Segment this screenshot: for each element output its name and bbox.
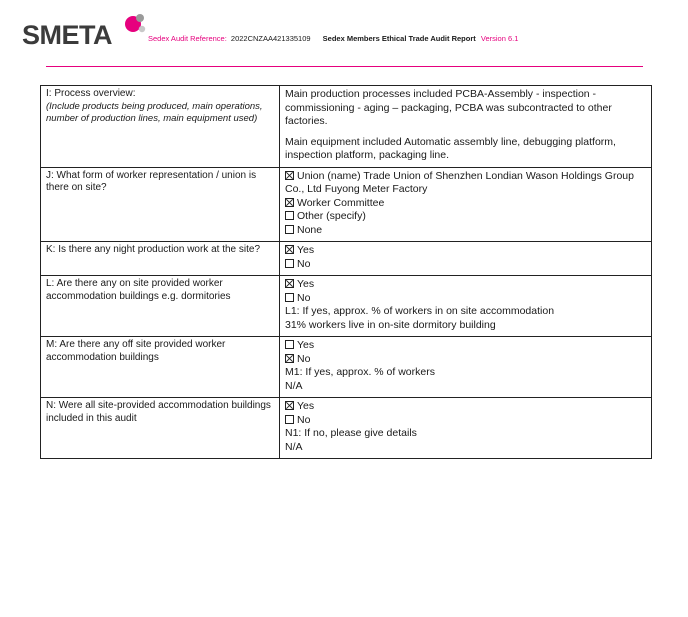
question-text: M: Are there any off site provided worker accommodation buildings	[46, 339, 226, 363]
question-cell	[41, 398, 280, 459]
option-yes	[285, 339, 646, 353]
logo-dots-icon	[116, 12, 146, 42]
option-label: Worker Committee	[297, 196, 385, 209]
question-cell	[41, 86, 280, 168]
option-label: No	[297, 413, 311, 426]
answer-cell	[280, 276, 652, 337]
checkbox-icon[interactable]	[285, 415, 294, 424]
option-label: Yes	[297, 278, 315, 290]
table-row	[41, 337, 652, 398]
question-note: (Include products being produced, main operations, number of production lines, main equipment used)	[46, 100, 263, 124]
question-text: L: Are there any on site provided worker accommodation buildings e.g. dormitories	[46, 278, 231, 302]
table-row	[41, 86, 652, 168]
answer-paragraph: Main equipment included Automatic assembly line, debugging platform, inspection platform, packaging line.	[285, 135, 616, 161]
option-worker-committee	[285, 197, 646, 211]
logo-text: SMETA	[22, 20, 112, 50]
checked-box-icon[interactable]	[285, 198, 294, 207]
sub-question-label: N1: If no, please give details	[285, 427, 417, 439]
question-cell	[41, 276, 280, 337]
checkbox-icon[interactable]	[285, 340, 294, 349]
option-label: Union (name) Trade Union of Shenzhen Londian Wason Holdings Group Co., Ltd Fuyong Meter Factory	[285, 169, 634, 195]
table-row	[41, 276, 652, 337]
sub-question-value: 31% workers live in on-site dormitory building	[285, 318, 496, 331]
option-no	[285, 414, 646, 428]
report-header	[22, 6, 642, 58]
checked-box-icon[interactable]	[285, 279, 294, 288]
option-yes	[285, 278, 646, 292]
question-cell	[41, 167, 280, 242]
table-row	[41, 242, 652, 276]
checkbox-icon[interactable]	[285, 225, 294, 234]
checked-box-icon[interactable]	[285, 171, 294, 180]
audit-ref-label: Sedex Audit Reference:	[148, 34, 227, 43]
answer-cell	[280, 167, 652, 242]
answer-cell	[280, 86, 652, 168]
option-no	[285, 292, 646, 306]
table-row	[41, 398, 652, 459]
option-label: No	[297, 352, 311, 365]
sub-question-label: M1: If yes, approx. % of workers	[285, 366, 435, 378]
option-label: Other (specify)	[297, 210, 366, 222]
option-label: No	[297, 257, 311, 270]
checkbox-icon[interactable]	[285, 293, 294, 302]
option-no	[285, 258, 646, 272]
table-row	[41, 167, 652, 242]
question-text: K: Is there any night production work at the site?	[46, 244, 261, 255]
question-text: J: What form of worker representation / union is there on site?	[46, 169, 257, 193]
checkbox-icon[interactable]	[285, 259, 294, 268]
audit-info-table	[40, 85, 652, 459]
question-text: I: Process overview:	[46, 88, 136, 99]
question-cell	[41, 337, 280, 398]
answer-cell	[280, 337, 652, 398]
report-title: Sedex Members Ethical Trade Audit Report	[322, 34, 476, 43]
option-label: Yes	[297, 244, 315, 256]
sub-question-value: N/A	[285, 440, 303, 453]
option-no	[285, 353, 646, 367]
sub-question-value: N/A	[285, 379, 303, 392]
smeta-logo	[22, 12, 147, 52]
audit-ref-value: 2022CNZAA421335109	[230, 34, 311, 43]
header-meta	[148, 34, 518, 43]
checked-box-icon[interactable]	[285, 245, 294, 254]
checked-box-icon[interactable]	[285, 354, 294, 363]
answer-cell	[280, 398, 652, 459]
checked-box-icon[interactable]	[285, 401, 294, 410]
answer-paragraph: Main production processes included PCBA-Assembly - inspection - commissioning - aging – packaging, PCBA was subcontracted to other factories.	[285, 88, 612, 127]
question-text: N: Were all site-provided accommodation buildings included in this audit	[46, 400, 271, 424]
checkbox-icon[interactable]	[285, 211, 294, 220]
option-other	[285, 210, 646, 224]
option-label: Yes	[297, 339, 315, 351]
option-yes	[285, 400, 646, 414]
option-label: None	[297, 223, 323, 236]
option-yes	[285, 244, 646, 258]
question-cell	[41, 242, 280, 276]
option-union	[285, 170, 646, 197]
report-version: Version 6.1	[480, 34, 519, 43]
option-label: No	[297, 291, 311, 304]
header-divider	[46, 66, 643, 67]
answer-cell	[280, 242, 652, 276]
option-none	[285, 224, 646, 238]
sub-question-label: L1: If yes, approx. % of workers in on site accommodation	[285, 305, 555, 317]
option-label: Yes	[297, 400, 315, 412]
